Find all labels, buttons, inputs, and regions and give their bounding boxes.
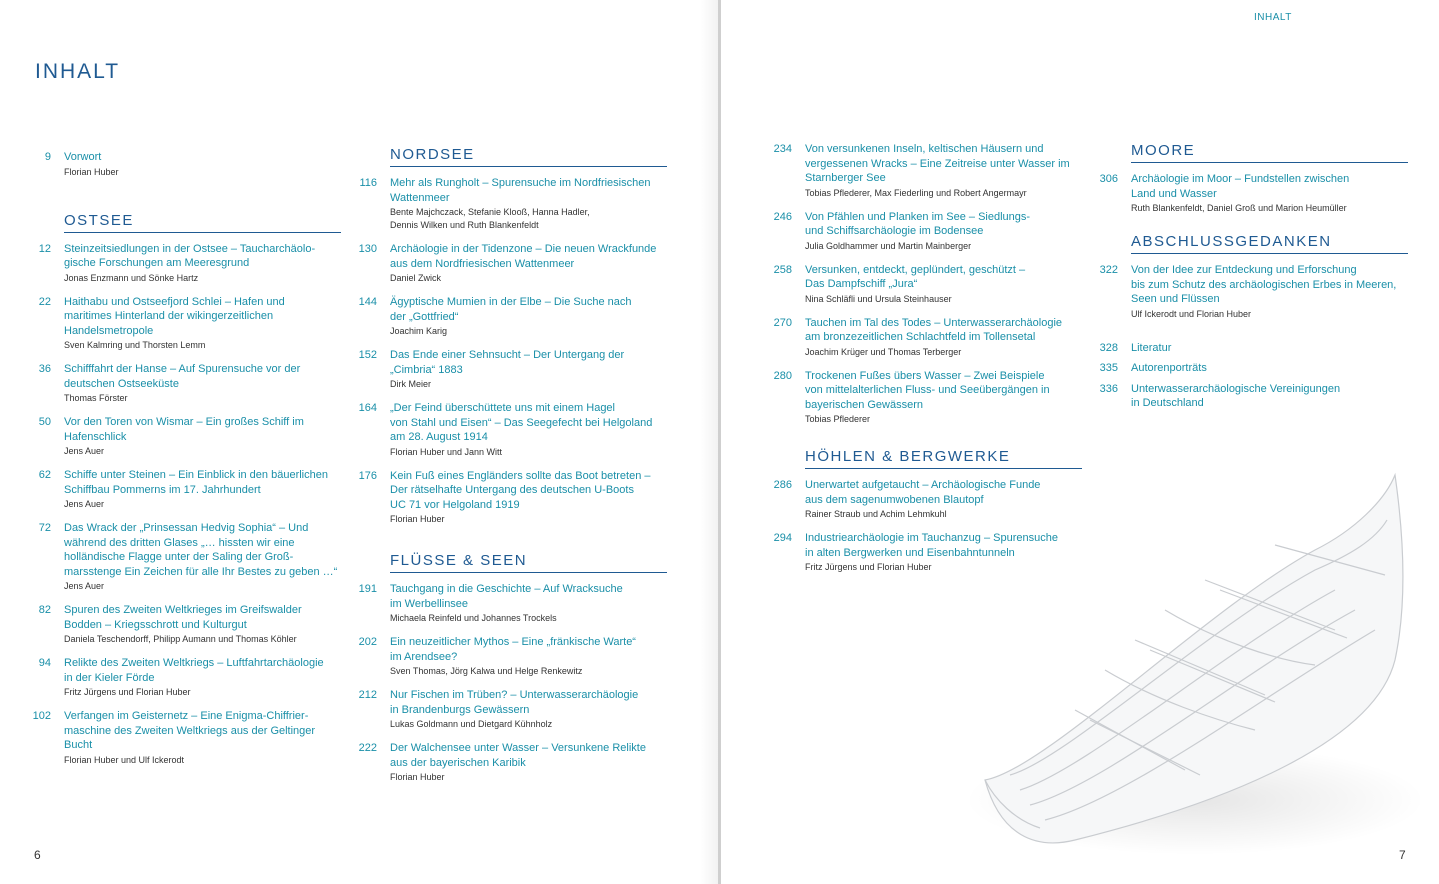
toc-entry[interactable] [766, 316, 1082, 359]
section-heading: HÖHLEN & BERGWERKE [805, 448, 1082, 469]
entry-title: Archäologie in der Tidenzone – Die neuen Wrackfunde aus dem Nordfriesischen Wattenmeer [390, 243, 657, 270]
page-number: 82 [38, 604, 51, 616]
entry-title: Relikte des Zweiten Weltkriegs – Luftfahrtarchäologie in der Kieler Förde [64, 657, 324, 684]
entry-authors: Jens Auer [64, 581, 105, 591]
toc-entry[interactable] [351, 401, 667, 459]
page-number: 202 [358, 636, 377, 648]
entry-authors: Jens Auer [64, 499, 105, 509]
entry-title: Von der Idee zur Entdeckung und Erforschung bis zum Schutz des archäologischen Erbes in Meeren, Seen und Flüssen [1131, 264, 1397, 305]
entry-title: Spuren des Zweiten Weltkrieges im Greifswalder Bodden – Kriegsschrott und Kulturgut [64, 604, 302, 631]
entry-authors: Florian Huber und Ulf Ickerodt [64, 754, 185, 765]
entry-authors: Florian Huber und Jann Witt [390, 446, 503, 457]
entry-title: Mehr als Rungholt – Spurensuche im Nordfriesischen Wattenmeer [390, 177, 651, 204]
entry-authors: Sven Thomas, Jörg Kalwa und Helge Renkewitz [390, 666, 583, 676]
toc-entry[interactable] [25, 603, 341, 646]
toc-entry[interactable] [351, 469, 667, 527]
entry-title: Vorwort [64, 151, 102, 163]
entry-authors: Joachim Krüger und Thomas Terberger [805, 346, 962, 357]
entry-title: Tauchen im Tal des Todes – Unterwasserarchäologie am bronzezeitlichen Schlachtfeld im Tollensetal [805, 316, 1063, 343]
entry-title: Autorenporträts [1131, 362, 1207, 374]
entry-title: Steinzeitsiedlungen in der Ostsee – Taucharchäolo- gische Forschungen am Meeresgrund [64, 242, 316, 269]
entry-authors: Tobias Pflederer, Max Fiederling und Robert Angermayr [805, 187, 1027, 198]
entry-authors: Fritz Jürgens und Florian Huber [805, 562, 932, 572]
entry-title: Versunken, entdeckt, geplündert, geschützt – Das Dampfschiff „Jura“ [805, 263, 1026, 290]
page-number: 164 [358, 402, 377, 414]
page-number: 336 [1099, 382, 1118, 395]
section-heading: NORDSEE [390, 146, 667, 167]
entry-authors: Jens Auer [64, 446, 105, 456]
page-number: 176 [358, 469, 377, 482]
toc-entry[interactable] [351, 741, 667, 784]
page-number: 62 [38, 469, 51, 481]
entry-title: Ein neuzeitlicher Mythos – Eine „fränkische Warte“ im Arendsee? [390, 636, 636, 663]
toc-entry[interactable] [351, 176, 667, 232]
entry-authors: Thomas Förster [64, 393, 128, 403]
toc-entry[interactable] [25, 295, 341, 353]
page-number: 191 [358, 583, 377, 595]
entry-authors: Michaela Reinfeld und Johannes Trockels [390, 613, 557, 623]
toc-entry[interactable] [766, 142, 1082, 200]
entry-title: Nur Fischen im Trüben? – Unterwasserarchäologie in Brandenburgs Gewässern [390, 689, 639, 716]
toc-entry[interactable] [25, 242, 341, 285]
page-number: 9 [44, 151, 51, 163]
toc-entry[interactable] [1092, 172, 1408, 215]
entry-authors: Rainer Straub und Achim Lehmkuhl [805, 509, 947, 519]
entry-title: Unterwasserarchäologische Vereinigungen in Deutschland [1131, 382, 1341, 409]
entry-title: Ägyptische Mumien in der Elbe – Die Suche nach der „Gottfried“ [390, 296, 632, 323]
toc-entry[interactable] [1092, 263, 1408, 321]
toc-entry[interactable] [25, 656, 341, 699]
toc-entry[interactable] [351, 635, 667, 678]
toc-entry[interactable] [766, 210, 1082, 253]
entry-authors: Ruth Blankenfeldt, Daniel Groß und Marion Heumüller [1131, 203, 1347, 213]
page-number: 116 [359, 177, 377, 189]
page-number: 322 [1099, 264, 1118, 276]
toc-entry[interactable] [766, 369, 1082, 427]
entry-authors: Bente Majchczack, Stefanie Klooß, Hanna Hadler, Dennis Wilken und Ruth Blankenfeldt [390, 207, 590, 230]
page-number: 212 [358, 689, 377, 701]
toc-column-2 [351, 146, 667, 794]
toc-entry[interactable] [351, 295, 667, 338]
page-title: INHALT [35, 60, 121, 83]
toc-entry[interactable] [25, 521, 341, 593]
section-heading: ABSCHLUSSGEDANKEN [1131, 233, 1408, 254]
entry-title: Schifffahrt der Hanse – Auf Spurensuche vor der deutschen Ostseeküste [64, 363, 301, 390]
entry-authors: Lukas Goldmann und Dietgard Kühnholz [390, 719, 553, 729]
entry-authors: Daniela Teschendorff, Philipp Aumann und Thomas Köhler [64, 634, 297, 644]
entry-authors: Florian Huber [390, 772, 445, 782]
section-heading: OSTSEE [64, 212, 341, 233]
toc-column-1 [25, 150, 341, 777]
toc-entry[interactable] [25, 415, 341, 458]
entry-title: Das Wrack der „Prinsessan Hedvig Sophia“ – Und während des dritten Glases „… hissten wir eine holländische Flagge unter der Saling der Groß- marsstenge Ein Zeichen für alle Ihr Bestes zu geben …“ [64, 522, 338, 578]
entry-authors: Fritz Jürgens und Florian Huber [64, 687, 191, 697]
toc-entry[interactable] [1092, 382, 1408, 411]
toc-entry[interactable] [25, 468, 341, 511]
page-number: 36 [38, 363, 51, 375]
entry-title: Haithabu und Ostseefjord Schlei – Hafen und maritimes Hinterland der wikingerzeitlichen Handelsmetropole [64, 295, 285, 337]
entry-title: Kein Fuß eines Engländers sollte das Boot betreten – Der rätselhafte Untergang des deutschen U-Boots UC 71 vor Helgoland 1919 [390, 469, 651, 511]
entry-authors: Dirk Meier [390, 379, 432, 389]
entry-title: Von versunkenen Inseln, keltischen Häusern und vergessenen Wracks – Eine Zeitreise unter Wasser im Starnberger See [805, 143, 1070, 184]
page-number: 102 [32, 710, 51, 722]
entry-authors: Nina Schläfli und Ursula Steinhauser [805, 293, 952, 304]
folio-right: 7 [1399, 848, 1406, 862]
page-number: 152 [358, 349, 377, 361]
toc-entry[interactable] [351, 242, 667, 285]
entry-authors: Jonas Enzmann und Sönke Hartz [64, 272, 199, 283]
entry-authors: Joachim Karig [390, 326, 448, 336]
book-gutter [718, 0, 721, 884]
toc-entry[interactable] [351, 688, 667, 731]
page-number: 246 [773, 210, 792, 223]
running-head: INHALT [1254, 12, 1292, 23]
entry-title: „Der Feind überschüttete uns mit einem Hagel von Stahl und Eisen“ – Das Seegefecht bei Helgoland am 28. August 1914 [390, 402, 653, 443]
entry-title: Das Ende einer Sehnsucht – Der Untergang der „Cimbria“ 1883 [390, 349, 625, 376]
page-number: 22 [38, 295, 51, 308]
entry-title: Von Pfählen und Planken im See – Siedlungs- und Schiffsarchäologie im Bodensee [805, 210, 1031, 237]
entry-title: Unerwartet aufgetaucht – Archäologische Funde aus dem sagenumwobenen Blautopf [805, 479, 1041, 506]
toc-entry[interactable] [25, 362, 341, 405]
page-number: 286 [773, 479, 792, 491]
entry-authors: Florian Huber [64, 166, 119, 177]
entry-authors: Florian Huber [390, 514, 445, 524]
page-number: 306 [1099, 173, 1118, 185]
page-number: 335 [1099, 362, 1118, 374]
toc-block [25, 150, 341, 179]
entry-title: Literatur [1131, 341, 1172, 354]
book-gutter-shade [700, 0, 718, 884]
entry-authors: Daniel Zwick [390, 273, 442, 283]
page-number: 94 [38, 657, 51, 669]
entry-title: Vor den Toren von Wismar – Ein großes Schiff im Hafenschlick [64, 416, 304, 443]
page-number: 130 [358, 243, 377, 255]
page-number: 294 [773, 532, 792, 544]
page-number: 270 [773, 316, 792, 329]
toc-column-4 [1092, 142, 1408, 421]
toc-entry[interactable] [351, 348, 667, 391]
section-heading: MOORE [1131, 142, 1408, 163]
entry-authors: Sven Kalmring und Thorsten Lemm [64, 340, 206, 350]
page-number: 280 [773, 369, 792, 382]
folio-left: 6 [34, 848, 41, 862]
toc-entry[interactable] [25, 709, 341, 767]
entry-title: Verfangen im Geisternetz – Eine Enigma-Chiffrier- maschine des Zweiten Weltkriegs aus der Geltinger Bucht [64, 710, 316, 751]
entry-title: Archäologie im Moor – Fundstellen zwischen Land und Wasser [1131, 173, 1350, 200]
toc-entry[interactable] [25, 150, 341, 179]
page-number: 234 [773, 143, 792, 155]
page-number: 258 [773, 263, 792, 276]
entry-title: Schiffe unter Steinen – Ein Einblick in den bäuerlichen Schiffbau Pommerns im 17. Jahrhundert [64, 469, 328, 496]
toc-entry[interactable] [351, 582, 667, 625]
toc-column-3 [766, 142, 1082, 584]
page-number: 144 [358, 296, 377, 308]
toc-entry[interactable] [1092, 361, 1408, 376]
page-number: 328 [1099, 341, 1118, 354]
toc-entry[interactable] [766, 263, 1082, 306]
entry-title: Trockenen Fußes übers Wasser – Zwei Beispiele von mittelalterlichen Fluss- und Seeübergängen in bayerischen Gewässern [805, 369, 1050, 411]
entry-authors: Tobias Pflederer [805, 414, 871, 424]
page-number: 12 [38, 242, 51, 255]
page-number: 50 [38, 416, 51, 428]
toc-section-ostsee [64, 212, 341, 233]
toc-entry[interactable] [766, 531, 1082, 574]
entry-title: Tauchgang in die Geschichte – Auf Wracksuche im Werbellinsee [390, 583, 623, 610]
page-number: 72 [38, 522, 51, 534]
entry-title: Industriearchäologie im Tauchanzug – Spurensuche in alten Bergwerken und Eisenbahntunneln [805, 532, 1058, 559]
toc-entry[interactable] [1092, 341, 1408, 356]
page-number: 222 [358, 742, 377, 754]
entry-authors: Ulf Ickerodt und Florian Huber [1131, 308, 1252, 319]
entry-title: Der Walchensee unter Wasser – Versunkene Relikte aus der bayerischen Karibik [390, 742, 646, 769]
toc-entry[interactable] [766, 478, 1082, 521]
entry-authors: Julia Goldhammer und Martin Mainberger [805, 240, 972, 251]
section-heading: FLÜSSE & SEEN [390, 552, 667, 573]
